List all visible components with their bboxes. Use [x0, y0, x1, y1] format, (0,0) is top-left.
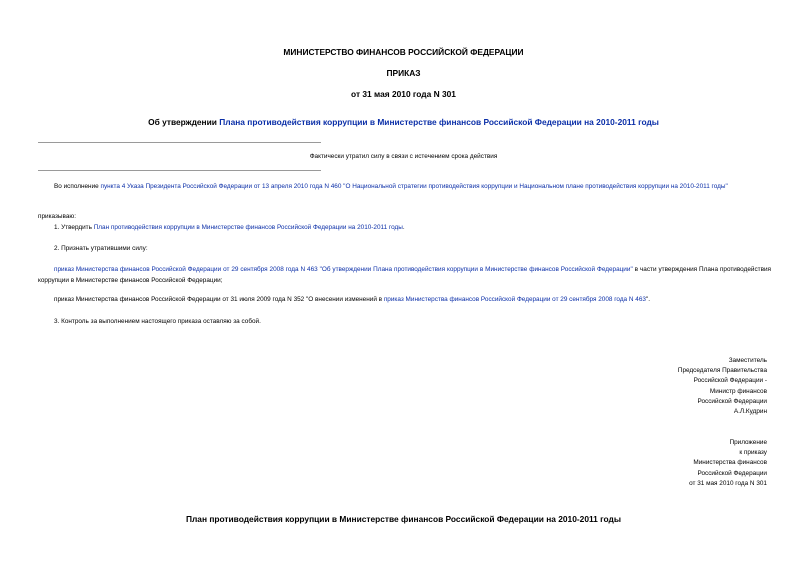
item-2: 2. Признать утратившими силу: [54, 245, 148, 252]
signature-line: Министр финансов [709, 387, 767, 395]
signature-line: Председателя Правительства [677, 367, 767, 375]
signature-name: А.Л.Кудрин [733, 408, 767, 416]
appendix-line: Российской Федерации [697, 469, 767, 477]
item-1-link[interactable]: План противодействия коррупции в Министерстве финансов Российской Федерации на 2010-2011 годы [93, 224, 403, 231]
status-divider-bottom [38, 170, 321, 171]
item-1-suffix: . [402, 224, 405, 231]
appendix-line: Приложение [729, 439, 767, 446]
status-note: Фактически утратил силу в связи с истечением срока действия [309, 153, 498, 160]
item-2a [38, 265, 771, 286]
signature-block [567, 356, 767, 417]
appendix-line: от 31 мая 2010 года N 301 [689, 479, 767, 487]
document-title [0, 117, 807, 127]
item-2b-prefix: приказ Министерства финансов Российской Федерации от 31 июля 2009 года N 352 "О внесении изменений в [54, 296, 384, 303]
preamble-prefix: Во исполнение [54, 183, 101, 190]
item-1-prefix: 1. Утвердить [54, 224, 94, 231]
doc-type-heading: ПРИКАЗ [386, 68, 421, 78]
title-link[interactable]: Плана противодействия коррупции в Министерстве финансов Российской Федерации на 2010-2011 годы [219, 117, 659, 127]
item-2b-link[interactable]: приказ Министерства финансов Российской Федерации от 29 сентября 2008 года N 463 [383, 296, 646, 303]
order-word: приказываю: [38, 213, 76, 220]
ministry-heading: МИНИСТЕРСТВО ФИНАНСОВ РОССИЙСКОЙ ФЕДЕРАЦИИ [283, 47, 524, 57]
item-1 [38, 223, 771, 234]
appendix-line: к приказу [739, 449, 767, 457]
preamble-paragraph [38, 182, 771, 193]
date-number-heading: от 31 мая 2010 года N 301 [351, 89, 456, 99]
preamble-link[interactable]: пункта 4 Указа Президента Российской Федерации от 13 апреля 2010 года N 460 "О Национальной стратегии противодействия коррупции и Национальном плане противодействия коррупции на 2010-2011 годы" [100, 183, 728, 190]
signature-line: Заместитель [728, 357, 767, 364]
item-2b-suffix: ". [645, 296, 650, 303]
title-prefix: Об утверждении [148, 117, 220, 127]
signature-line: Российской Федерации - [693, 377, 767, 385]
plan-title: План противодействия коррупции в Министерстве финансов Российской Федерации на 2010-2011 годы [185, 514, 622, 524]
item-2a-suffix: в части утверждения Плана противодействия коррупции в Министерстве финансов Российской Федерации; [38, 266, 771, 284]
status-divider-top [38, 142, 321, 143]
signature-line: Российской Федерации [697, 397, 767, 405]
item-2b [38, 295, 771, 306]
appendix-block [567, 438, 767, 489]
appendix-line: Министерства финансов [693, 459, 767, 467]
item-3: 3. Контроль за выполнением настоящего приказа оставляю за собой. [54, 318, 261, 325]
item-2a-link[interactable]: приказ Министерства финансов Российской Федерации от 29 сентября 2008 года N 463 "Об утверждении Плана противодействия коррупции в Министерстве финансов Российской Федерации" [54, 266, 633, 273]
